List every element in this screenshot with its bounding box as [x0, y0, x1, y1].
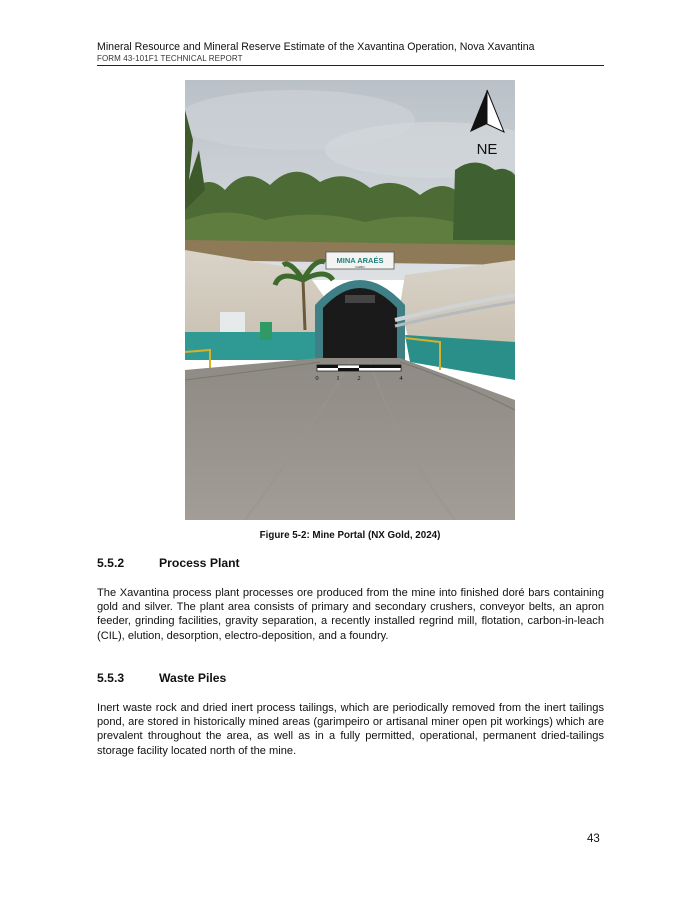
mine-sign-text: MINA ARAÉS	[336, 256, 384, 265]
waste-piles-paragraph: Inert waste rock and dried inert process tailings, which are periodically removed from the inert tailings pond, are stored in historically mined areas (garimpeiro or artisanal miner open pit workings) which are prevalent throughout the area, as well as in a fully permitted, operational, permanent dried-tailings storage facility located north of the mine.	[97, 702, 604, 757]
figure-caption: Figure 5-2: Mine Portal (NX Gold, 2024)	[259, 530, 441, 541]
section-number: 5.5.2	[97, 556, 125, 570]
compass-label: NE	[476, 141, 498, 158]
scale-label-1: 1	[336, 375, 340, 382]
mine-sign-subtext: ICEBO	[355, 265, 365, 269]
mine-portal-photo	[185, 80, 515, 520]
section-title: Process Plant	[159, 556, 240, 570]
header-title: Mineral Resource and Mineral Reserve Estimate of the Xavantina Operation, Nova Xavantina	[97, 41, 535, 53]
access-road	[185, 358, 515, 520]
header-subtitle: FORM 43-101F1 TECHNICAL REPORT	[97, 54, 243, 63]
section-heading-process-plant	[97, 556, 240, 570]
section-title: Waste Piles	[159, 671, 227, 685]
scale-label-0: 0	[315, 375, 319, 382]
section-heading-waste-piles	[97, 671, 226, 685]
scale-label-2: 2	[357, 375, 361, 382]
section-number: 5.5.3	[97, 671, 125, 685]
page-number: 43	[587, 833, 600, 845]
process-plant-paragraph: The Xavantina process plant processes ore produced from the mine into finished doré bars containing gold and silver. The plant area consists of primary and secondary crushers, conveyor belts, an apron feeder, grinding facilities, gravity separation, a recently installed regrind mill, flotation, carbon-in-leach (CIL), elution, desorption, electro-deposition, and a foundry.	[97, 587, 604, 642]
header-rule	[97, 65, 604, 66]
page-header	[97, 41, 604, 64]
scale-label-4: 4	[399, 375, 403, 382]
